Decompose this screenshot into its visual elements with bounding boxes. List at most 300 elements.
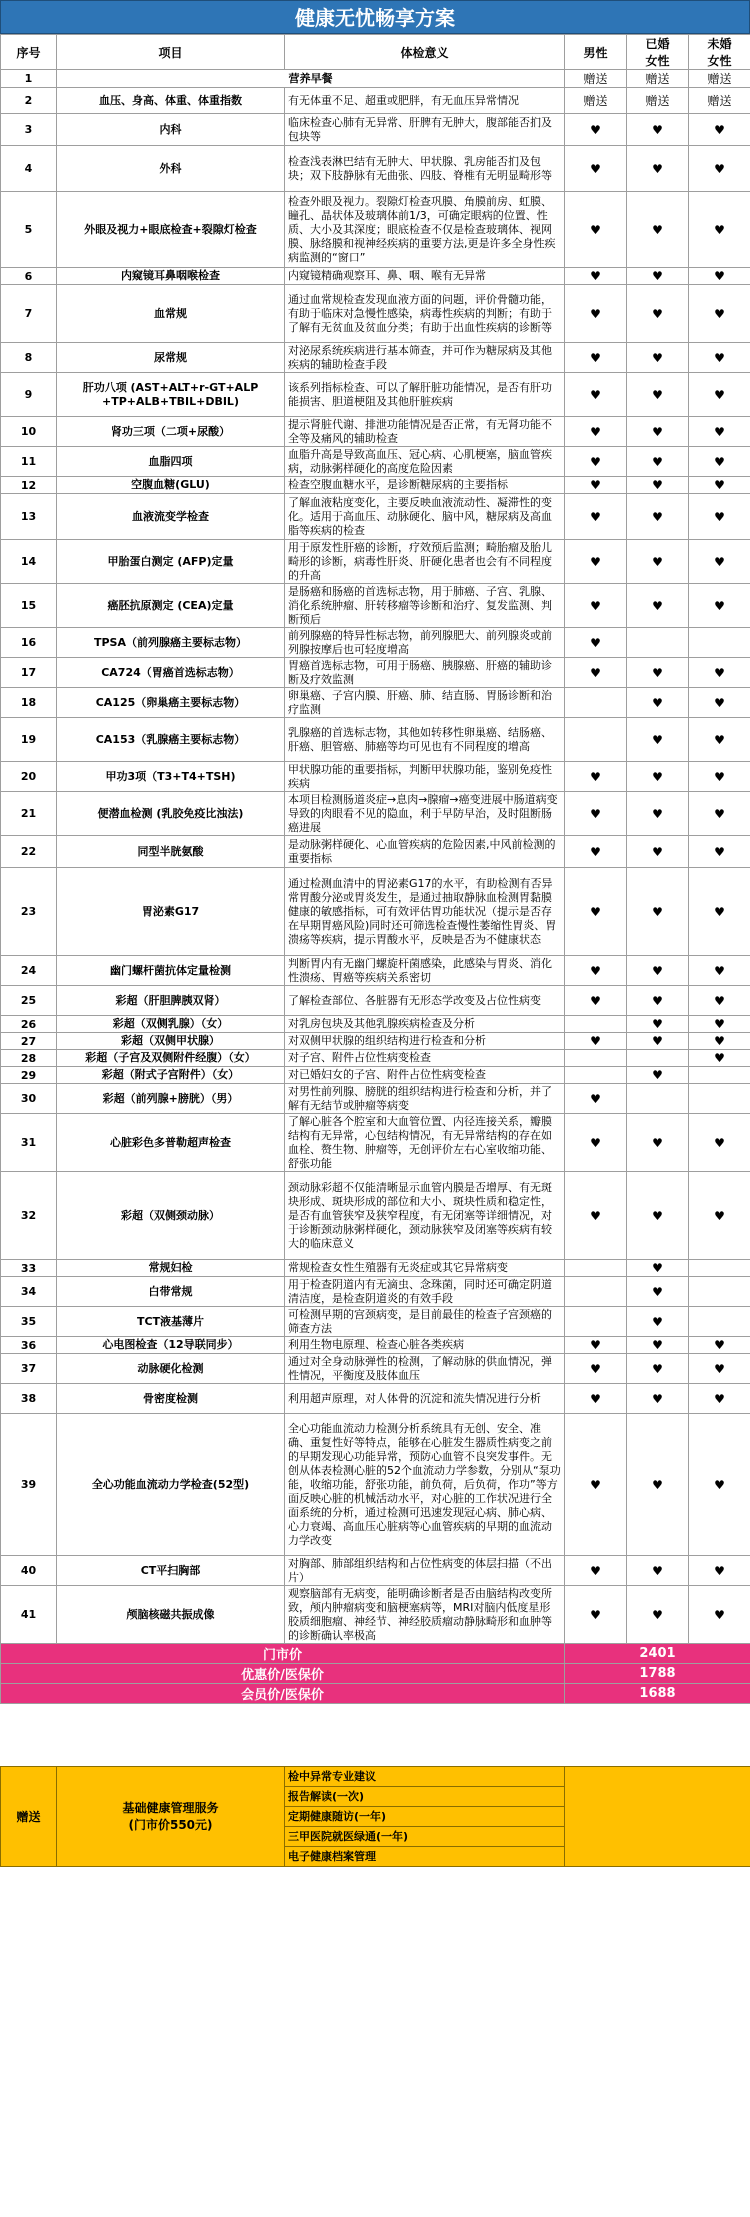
row-item: 彩超（前列腺+膀胱）（男）: [57, 1084, 285, 1114]
row-married-female-mark: ♥: [627, 1414, 689, 1556]
row-description: 判断胃内有无幽门螺旋杆菌感染，此感染与胃炎、消化性溃疡、胃癌等疾病关系密切: [285, 956, 565, 986]
row-male-mark: [565, 1067, 627, 1084]
row-number: 22: [1, 836, 57, 868]
price-label: 门市价: [1, 1644, 565, 1664]
table-row: [1, 584, 750, 628]
row-unmarried-female-mark: ♥: [689, 343, 750, 373]
row-male-mark: ♥: [565, 1337, 627, 1354]
header-unmarried-female: 未婚 女性: [689, 35, 750, 70]
row-description: 提示肾脏代谢、排泄功能情况是否正常，有无肾功能不全等及痛风的辅助检查: [285, 417, 565, 447]
row-number: 29: [1, 1067, 57, 1084]
row-unmarried-female-mark: ♥: [689, 1114, 750, 1172]
table-row: [1, 956, 750, 986]
row-item: 甲功3项（T3+T4+TSH): [57, 762, 285, 792]
gift-item: 电子健康档案管理: [288, 1850, 376, 1863]
table-row: [1, 628, 750, 658]
row-description: 可检测早期的宫颈病变，是目前最佳的检查子宫颈癌的筛查方法: [285, 1307, 565, 1337]
table-row: [1, 718, 750, 762]
table-row: [1, 868, 750, 956]
row-married-female-mark: [627, 1084, 689, 1114]
row-number: 21: [1, 792, 57, 836]
row-description: 通过检测血清中的胃泌素G17的水平，有助检测有否异常胃酸分泌或胃炎发生，是通过抽取静脉血检测胃黏膜健康的敏感指标，可有效评估胃功能状况（提示是否存在早期胃癌风险)同时还可筛选检查慢性萎缩性胃炎、胃溃疡等疾病，提示胃酸水平，反映是否为不健康状态: [285, 868, 565, 956]
row-description: 检查空腹血糖水平，是诊断糖尿病的主要指标: [285, 477, 565, 494]
row-description: 利用超声原理，对人体骨的沉淀和流失情况进行分析: [285, 1384, 565, 1414]
row-unmarried-female-mark: ♥: [689, 956, 750, 986]
row-item: 血脂四项: [57, 447, 285, 477]
row-item: 彩超（双侧颈动脉）: [57, 1172, 285, 1260]
gift-list: [285, 1767, 565, 1867]
row-description: 对泌尿系统疾病进行基本筛查，并可作为糖尿病及其他疾病的辅助检查手段: [285, 343, 565, 373]
gift-tag: 赠送: [1, 1767, 57, 1867]
row-item: 常规妇检: [57, 1260, 285, 1277]
table-row: [1, 373, 750, 417]
row-number: 33: [1, 1260, 57, 1277]
table-row: [1, 88, 750, 114]
row-male-mark: [565, 1307, 627, 1337]
row-married-female-mark: ♥: [627, 114, 689, 146]
row-unmarried-female-mark: ♥: [689, 268, 750, 285]
row-number: 11: [1, 447, 57, 477]
row-married-female-mark: ♥: [627, 1586, 689, 1644]
table-row: [1, 792, 750, 836]
row-unmarried-female-mark: 赠送: [689, 70, 750, 88]
row-number: 23: [1, 868, 57, 956]
row-description: 对乳房包块及其他乳腺疾病检查及分析: [285, 1016, 565, 1033]
price-row: [1, 1644, 750, 1664]
row-description: 用于检查阴道内有无滴虫、念珠菌，同时还可确定阴道清洁度，是检查阴道炎的有效手段: [285, 1277, 565, 1307]
row-number: 24: [1, 956, 57, 986]
row-number: 19: [1, 718, 57, 762]
row-unmarried-female-mark: ♥: [689, 836, 750, 868]
row-number: 1: [1, 70, 57, 88]
gift-item: 三甲医院就医绿通(一年): [285, 1827, 564, 1847]
row-male-mark: [565, 1050, 627, 1067]
table-row: [1, 417, 750, 447]
table-row: [1, 1414, 750, 1556]
row-unmarried-female-mark: ♥: [689, 584, 750, 628]
page-title: 健康无忧畅享方案: [0, 0, 750, 34]
gift-item: 检中异常专业建议: [285, 1767, 564, 1787]
row-item: 外眼及视力+眼底检查+裂隙灯检查: [57, 192, 285, 268]
row-unmarried-female-mark: [689, 1277, 750, 1307]
row-description: 了解检查部位、各脏器有无形态学改变及占位性病变: [285, 986, 565, 1016]
row-item: 肾功三项（二项+尿酸）: [57, 417, 285, 447]
row-description: 本项目检测肠道炎症→息肉→腺瘤→癌变进展中肠道病变导致的肉眼看不见的隐血，利于早防早治，及时阻断肠癌进展: [285, 792, 565, 836]
row-description: 用于原发性肝癌的诊断，疗效预后监测；畸胎瘤及胎儿畸形的诊断，病毒性肝炎、肝硬化患者也会有不同程度的升高: [285, 540, 565, 584]
row-description: 对已婚妇女的子宫、附件占位性病变检查: [285, 1067, 565, 1084]
table-row: [1, 1172, 750, 1260]
header-male: 男性: [565, 35, 627, 70]
row-description: 前列腺癌的特异性标志物，前列腺肥大、前列腺炎或前列腺按摩后也可轻度增高: [285, 628, 565, 658]
table-row: [1, 688, 750, 718]
row-number: 30: [1, 1084, 57, 1114]
row-married-female-mark: ♥: [627, 373, 689, 417]
gift-service-price: (门市价550元): [128, 1817, 213, 1832]
row-unmarried-female-mark: 赠送: [689, 88, 750, 114]
row-number: 6: [1, 268, 57, 285]
row-unmarried-female-mark: ♥: [689, 1354, 750, 1384]
row-unmarried-female-mark: ♥: [689, 1016, 750, 1033]
row-unmarried-female-mark: ♥: [689, 1172, 750, 1260]
price-row: [1, 1684, 750, 1704]
table-row: [1, 477, 750, 494]
table-row: [1, 1354, 750, 1384]
row-married-female-mark: ♥: [627, 584, 689, 628]
row-number: 26: [1, 1016, 57, 1033]
row-item: 幽门螺杆菌抗体定量检测: [57, 956, 285, 986]
table-row: [1, 1337, 750, 1354]
row-number: 34: [1, 1277, 57, 1307]
price-value: 1688: [565, 1684, 750, 1704]
row-number: 36: [1, 1337, 57, 1354]
row-item: 甲胎蛋白测定 (AFP)定量: [57, 540, 285, 584]
row-number: 38: [1, 1384, 57, 1414]
row-unmarried-female-mark: [689, 628, 750, 658]
row-married-female-mark: ♥: [627, 417, 689, 447]
row-married-female-mark: ♥: [627, 1354, 689, 1384]
row-male-mark: ♥: [565, 447, 627, 477]
row-number: 35: [1, 1307, 57, 1337]
row-number: 39: [1, 1414, 57, 1556]
row-item: 血液流变学检查: [57, 494, 285, 540]
row-item: 肝功八项 (AST+ALT+r-GT+ALP +TP+ALB+TBIL+DBIL): [57, 373, 285, 417]
row-married-female-mark: ♥: [627, 540, 689, 584]
gift-section: [0, 1766, 750, 1867]
row-married-female-mark: ♥: [627, 1172, 689, 1260]
row-unmarried-female-mark: ♥: [689, 417, 750, 447]
row-description: 内窥镜精确观察耳、鼻、咽、喉有无异常: [285, 268, 565, 285]
row-male-mark: ♥: [565, 1172, 627, 1260]
row-item: 彩超（肝胆脾胰双肾）: [57, 986, 285, 1016]
row-unmarried-female-mark: ♥: [689, 146, 750, 192]
row-description: 通过对全身动脉弹性的检测，了解动脉的供血情况，弹性情况，平衡度及肢体血压: [285, 1354, 565, 1384]
row-male-mark: [565, 1016, 627, 1033]
row-unmarried-female-mark: ♥: [689, 658, 750, 688]
row-married-female-mark: ♥: [627, 658, 689, 688]
row-unmarried-female-mark: ♥: [689, 1556, 750, 1586]
row-male-mark: ♥: [565, 285, 627, 343]
row-item: 颅脑核磁共振成像: [57, 1586, 285, 1644]
row-number: 8: [1, 343, 57, 373]
table-row: [1, 1050, 750, 1067]
row-number: 15: [1, 584, 57, 628]
row-description: 了解心脏各个腔室和大血管位置、内径连接关系，瓣膜结构有无异常，心包结构情况，有无异常结构的存在如血栓、赘生物、肿瘤等，无创评价左右心室收缩功能、舒张功能: [285, 1114, 565, 1172]
row-married-female-mark: ♥: [627, 343, 689, 373]
table-row: [1, 70, 750, 88]
row-item: 彩超（子宫及双侧附件经腹）（女）: [57, 1050, 285, 1067]
row-number: 13: [1, 494, 57, 540]
checkup-table: [0, 34, 750, 1704]
table-row: [1, 192, 750, 268]
row-item: 同型半胱氨酸: [57, 836, 285, 868]
table-row: [1, 1586, 750, 1644]
row-item: 尿常规: [57, 343, 285, 373]
row-number: 37: [1, 1354, 57, 1384]
row-description: 了解血液粘度变化，主要反映血液流动性、凝滞性的变化。适用于高血压、动脉硬化、脑中风，糖尿病及高血脂等疾病的检查: [285, 494, 565, 540]
row-unmarried-female-mark: [689, 1260, 750, 1277]
row-number: 16: [1, 628, 57, 658]
row-unmarried-female-mark: ♥: [689, 192, 750, 268]
row-unmarried-female-mark: ♥: [689, 688, 750, 718]
row-male-mark: ♥: [565, 762, 627, 792]
row-unmarried-female-mark: ♥: [689, 1337, 750, 1354]
row-description: 全心功能血流动力检测分析系统具有无创、安全、准确、重复性好等特点，能够在心脏发生器质性病变之前的早期发现心功能异常，预防心血管不良突发事件。无创从体表检测心脏的52个血流动力学参数，分别从“泵功能，收缩功能，舒张功能，前负荷，后负荷，作功”等方面反映心脏的机械活动水平，对心脏的工作状况进行全面系统的分析，通过检测可迅速发现冠心病、肺心病、心力衰竭、高血压心脏病等心血管疾病的早期的血流动力学改变: [285, 1414, 565, 1556]
table-row: [1, 986, 750, 1016]
row-male-mark: ♥: [565, 477, 627, 494]
row-male-mark: ♥: [565, 1114, 627, 1172]
row-male-mark: ♥: [565, 1033, 627, 1050]
row-description: 乳腺癌的首选标志物，其他如转移性卵巢癌、结肠癌、肝癌、胆管癌、肺癌等均可见也有不同程度的增高: [285, 718, 565, 762]
row-unmarried-female-mark: ♥: [689, 540, 750, 584]
table-row: [1, 1384, 750, 1414]
table-header: [1, 35, 750, 70]
table-row: [1, 494, 750, 540]
row-item: TCT液基薄片: [57, 1307, 285, 1337]
row-item: 心脏彩色多普勒超声检查: [57, 1114, 285, 1172]
header-item: 项目: [57, 35, 285, 70]
row-item: 骨密度检测: [57, 1384, 285, 1414]
table-row: [1, 343, 750, 373]
row-item: CT平扫胸部: [57, 1556, 285, 1586]
price-row: [1, 1664, 750, 1684]
table-row: [1, 1260, 750, 1277]
gift-item: 报告解读(一次): [285, 1787, 564, 1807]
row-married-female-mark: ♥: [627, 1033, 689, 1050]
row-item: TPSA（前列腺癌主要标志物）: [57, 628, 285, 658]
header-desc: 体检意义: [285, 35, 565, 70]
row-number: 27: [1, 1033, 57, 1050]
row-male-mark: ♥: [565, 792, 627, 836]
row-number: 14: [1, 540, 57, 584]
row-unmarried-female-mark: ♥: [689, 1414, 750, 1556]
row-item: CA724（胃癌首选标志物）: [57, 658, 285, 688]
row-unmarried-female-mark: ♥: [689, 1050, 750, 1067]
row-unmarried-female-mark: ♥: [689, 792, 750, 836]
table-row: [1, 268, 750, 285]
price-label: 优惠价/医保价: [1, 1664, 565, 1684]
row-married-female-mark: ♥: [627, 146, 689, 192]
price-label: 会员价/医保价: [1, 1684, 565, 1704]
row-description: 颈动脉彩超不仅能清晰显示血管内膜是否增厚、有无斑块形成、斑块形成的部位和大小、斑块性质和稳定性，是否有血管狭窄及狭窄程度，有无闭塞等详细情况，对于诊断颈动脉粥样硬化，颈动脉狭窄及闭塞等疾病有较大的临床意义: [285, 1172, 565, 1260]
row-male-mark: [565, 1277, 627, 1307]
row-number: 41: [1, 1586, 57, 1644]
row-number: 2: [1, 88, 57, 114]
table-row: [1, 1307, 750, 1337]
row-number: 7: [1, 285, 57, 343]
row-married-female-mark: ♥: [627, 868, 689, 956]
row-description: 卵巢癌、子宫内膜、肝癌、肺、结直肠、胃肠诊断和治疗监测: [285, 688, 565, 718]
row-unmarried-female-mark: ♥: [689, 986, 750, 1016]
row-married-female-mark: ♥: [627, 1556, 689, 1586]
price-value: 2401: [565, 1644, 750, 1664]
row-number: 10: [1, 417, 57, 447]
row-male-mark: ♥: [565, 628, 627, 658]
row-married-female-mark: ♥: [627, 1067, 689, 1084]
row-male-mark: ♥: [565, 146, 627, 192]
row-description: 血脂升高是导致高血压、冠心病、心肌梗塞，脑血管疾病，动脉粥样硬化的高度危险因素: [285, 447, 565, 477]
row-item: 胃泌素G17: [57, 868, 285, 956]
table-row: [1, 114, 750, 146]
row-description: 利用生物电原理、检查心脏各类疾病: [285, 1337, 565, 1354]
row-married-female-mark: ♥: [627, 1307, 689, 1337]
row-item: 空腹血糖(GLU): [57, 477, 285, 494]
row-description: 是动脉粥样硬化、心血管疾病的危险因素,中风前检测的重要指标: [285, 836, 565, 868]
row-description: 对子宫、附件占位性病变检查: [285, 1050, 565, 1067]
row-item: 营养早餐: [57, 70, 565, 88]
row-male-mark: ♥: [565, 494, 627, 540]
table-row: [1, 658, 750, 688]
row-male-mark: ♥: [565, 956, 627, 986]
row-married-female-mark: ♥: [627, 447, 689, 477]
table-row: [1, 1016, 750, 1033]
row-male-mark: [565, 688, 627, 718]
row-male-mark: 赠送: [565, 70, 627, 88]
row-married-female-mark: [627, 628, 689, 658]
row-married-female-mark: ♥: [627, 836, 689, 868]
row-item: 外科: [57, 146, 285, 192]
row-unmarried-female-mark: ♥: [689, 718, 750, 762]
row-male-mark: ♥: [565, 540, 627, 584]
row-male-mark: ♥: [565, 192, 627, 268]
row-unmarried-female-mark: ♥: [689, 447, 750, 477]
row-married-female-mark: [627, 1050, 689, 1067]
spacer: [0, 1704, 750, 1766]
row-married-female-mark: ♥: [627, 285, 689, 343]
row-description: 临床检查心肺有无异常、肝脾有无肿大，腹部能否扪及包块等: [285, 114, 565, 146]
row-married-female-mark: ♥: [627, 1277, 689, 1307]
row-number: 32: [1, 1172, 57, 1260]
row-description: 胃癌首选标志物，可用于肠癌、胰腺癌、肝癌的辅助诊断及疗效监测: [285, 658, 565, 688]
row-number: 4: [1, 146, 57, 192]
row-description: 对胸部、肺部组织结构和占位性病变的体层扫描（不出片）: [285, 1556, 565, 1586]
row-married-female-mark: ♥: [627, 1384, 689, 1414]
row-married-female-mark: ♥: [627, 718, 689, 762]
row-male-mark: ♥: [565, 584, 627, 628]
table-row: [1, 285, 750, 343]
row-item: 全心功能血流动力学检查(52型): [57, 1414, 285, 1556]
price-value: 1788: [565, 1664, 750, 1684]
row-married-female-mark: ♥: [627, 986, 689, 1016]
row-male-mark: [565, 1260, 627, 1277]
row-married-female-mark: 赠送: [627, 70, 689, 88]
row-male-mark: ♥: [565, 658, 627, 688]
row-description: 观察脑部有无病变，能明确诊断者是否由脑结构改变所致，颅内肿瘤病变和脑梗塞病等，MRI对脑内低度星形胶质细胞瘤、神经节、神经胶质瘤动静脉畸形和血肿等的诊断确认率极高: [285, 1586, 565, 1644]
row-item: CA153（乳腺癌主要标志物）: [57, 718, 285, 762]
row-number: 18: [1, 688, 57, 718]
row-item: 癌胚抗原测定 (CEA)定量: [57, 584, 285, 628]
row-number: 9: [1, 373, 57, 417]
row-unmarried-female-mark: ♥: [689, 477, 750, 494]
row-item: 心电图检查（12导联同步）: [57, 1337, 285, 1354]
row-married-female-mark: ♥: [627, 956, 689, 986]
row-unmarried-female-mark: ♥: [689, 494, 750, 540]
gift-service-title: 基础健康管理服务: [122, 1800, 219, 1815]
gift-item: 定期健康随访(一年): [285, 1807, 564, 1827]
row-item: 彩超（双侧甲状腺）: [57, 1033, 285, 1050]
row-married-female-mark: ♥: [627, 192, 689, 268]
row-male-mark: 赠送: [565, 88, 627, 114]
row-item: 便潜血检测 (乳胶免疫比浊法): [57, 792, 285, 836]
table-row: [1, 1033, 750, 1050]
row-description: 对双侧甲状腺的组织结构进行检查和分析: [285, 1033, 565, 1050]
row-male-mark: ♥: [565, 1414, 627, 1556]
row-married-female-mark: ♥: [627, 268, 689, 285]
table-row: [1, 1067, 750, 1084]
row-item: 彩超（附式子宫附件）（女）: [57, 1067, 285, 1084]
table-row: [1, 762, 750, 792]
row-male-mark: ♥: [565, 868, 627, 956]
row-item: 白带常规: [57, 1277, 285, 1307]
row-number: 3: [1, 114, 57, 146]
row-male-mark: ♥: [565, 343, 627, 373]
row-description: 是肠癌和肠癌的首选标志物，用于肺癌、子宫、乳腺、消化系统肿瘤、肝转移瘤等诊断和治疗、复发监测、判断预后: [285, 584, 565, 628]
table-row: [1, 1277, 750, 1307]
table-row: [1, 540, 750, 584]
row-male-mark: ♥: [565, 114, 627, 146]
row-description: 该系列指标检查、可以了解肝脏功能情况，是否有肝功能损害、胆道梗阻及其他肝脏疾病: [285, 373, 565, 417]
row-description: 常规检查女性生殖器有无炎症或其它异常病变: [285, 1260, 565, 1277]
row-number: 12: [1, 477, 57, 494]
row-male-mark: [565, 718, 627, 762]
row-married-female-mark: ♥: [627, 494, 689, 540]
row-male-mark: ♥: [565, 1556, 627, 1586]
row-number: 17: [1, 658, 57, 688]
row-unmarried-female-mark: [689, 1084, 750, 1114]
row-item: 内科: [57, 114, 285, 146]
row-married-female-mark: ♥: [627, 477, 689, 494]
row-male-mark: ♥: [565, 1586, 627, 1644]
row-description: 对男性前列腺、膀胱的组织结构进行检查和分析，并了解有无结节或肿瘤等病变: [285, 1084, 565, 1114]
header-no: 序号: [1, 35, 57, 70]
row-item: 动脉硬化检测: [57, 1354, 285, 1384]
row-male-mark: ♥: [565, 1084, 627, 1114]
row-number: 31: [1, 1114, 57, 1172]
row-item: 血压、身高、体重、体重指数: [57, 88, 285, 114]
row-unmarried-female-mark: ♥: [689, 1033, 750, 1050]
table-row: [1, 1556, 750, 1586]
row-male-mark: ♥: [565, 836, 627, 868]
row-male-mark: ♥: [565, 417, 627, 447]
gift-blank: [565, 1767, 750, 1867]
row-item: CA125（卵巢癌主要标志物）: [57, 688, 285, 718]
row-married-female-mark: ♥: [627, 1016, 689, 1033]
row-item: 彩超（双侧乳腺）（女）: [57, 1016, 285, 1033]
row-unmarried-female-mark: [689, 1307, 750, 1337]
row-number: 28: [1, 1050, 57, 1067]
row-married-female-mark: 赠送: [627, 88, 689, 114]
table-row: [1, 447, 750, 477]
row-married-female-mark: ♥: [627, 792, 689, 836]
row-unmarried-female-mark: ♥: [689, 285, 750, 343]
row-item: 血常规: [57, 285, 285, 343]
table-row: [1, 1084, 750, 1114]
row-number: 25: [1, 986, 57, 1016]
table-row: [1, 146, 750, 192]
row-unmarried-female-mark: ♥: [689, 1384, 750, 1414]
row-item: 内窥镜耳鼻咽喉检查: [57, 268, 285, 285]
row-description: 通过血常规检查发现血液方面的问题，评价骨髓功能，有助于临床对急慢性感染，病毒性疾病的判断；有助于了解有无贫血及贫血分类；有助于出血性疾病的诊断等: [285, 285, 565, 343]
table-row: [1, 836, 750, 868]
row-unmarried-female-mark: ♥: [689, 373, 750, 417]
row-male-mark: ♥: [565, 268, 627, 285]
row-unmarried-female-mark: [689, 1067, 750, 1084]
row-male-mark: ♥: [565, 1384, 627, 1414]
row-unmarried-female-mark: ♥: [689, 868, 750, 956]
row-description: 有无体重不足、超重或肥胖，有无血压异常情况: [285, 88, 565, 114]
row-male-mark: ♥: [565, 373, 627, 417]
row-married-female-mark: ♥: [627, 1260, 689, 1277]
row-description: 检查浅表淋巴结有无肿大、甲状腺、乳房能否扪及包块；双下肢静脉有无曲张、四肢、脊椎有无明显畸形等: [285, 146, 565, 192]
